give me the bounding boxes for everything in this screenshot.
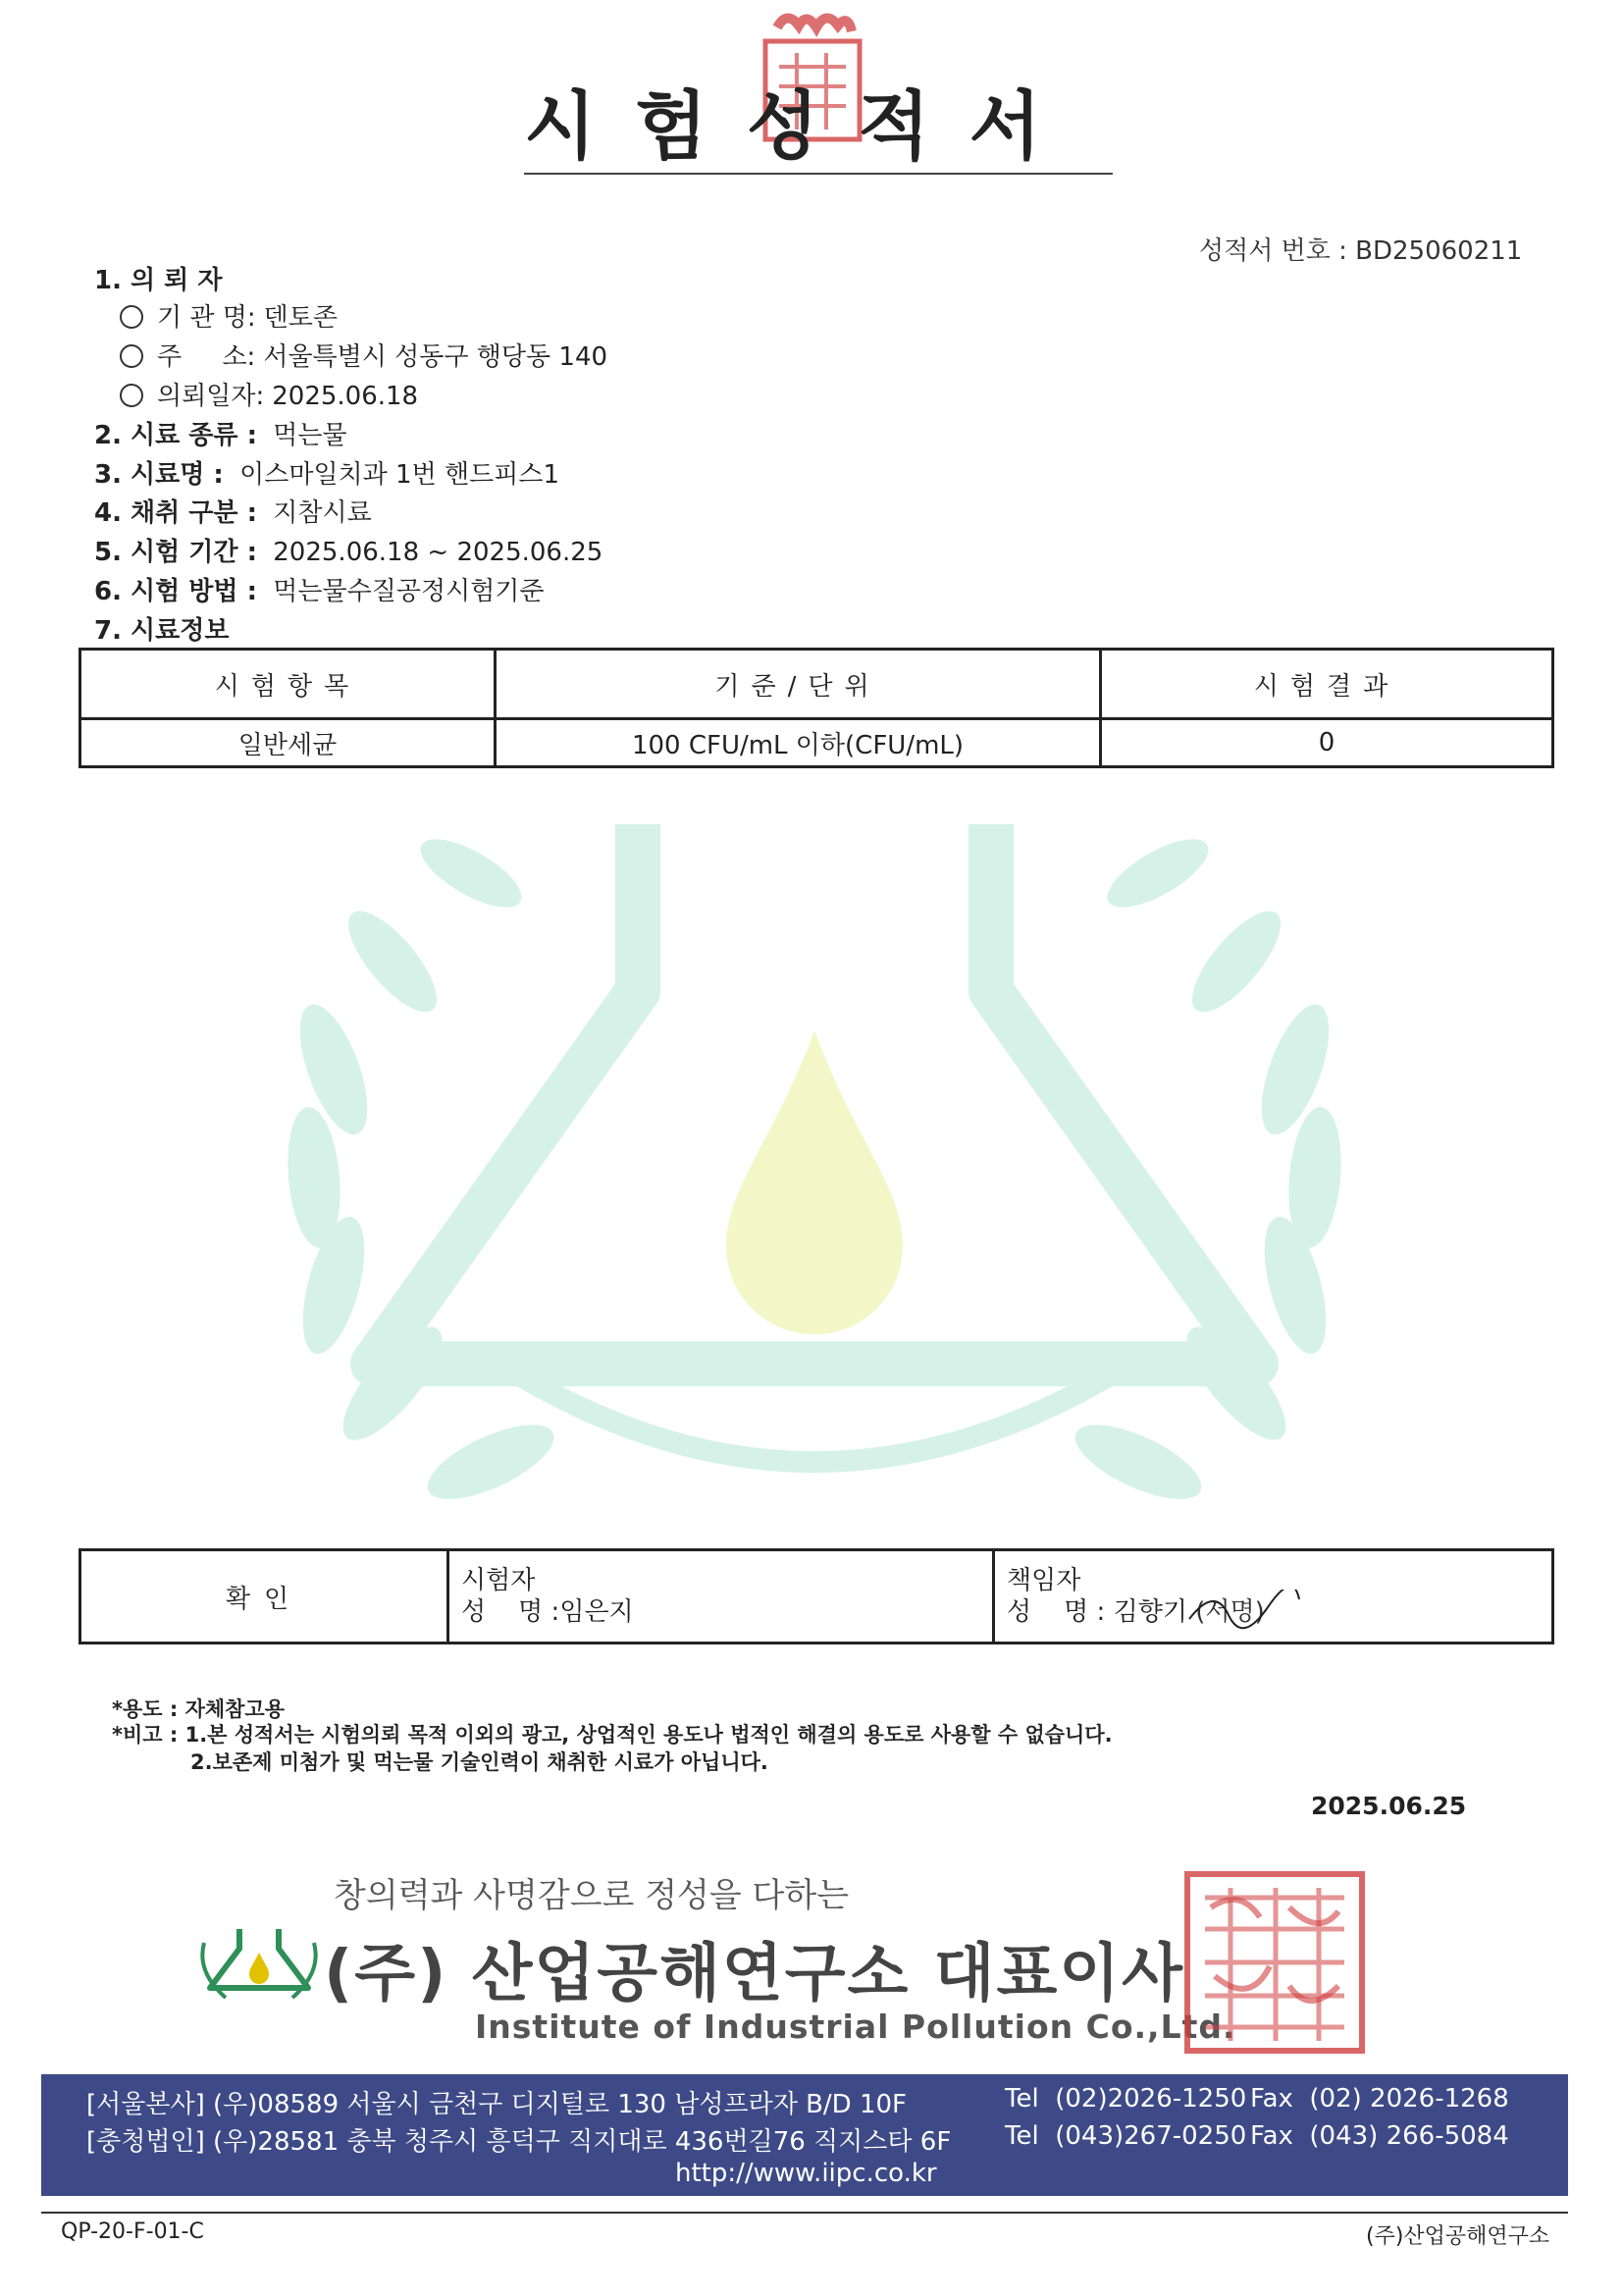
company-slogan: 창의력과 사명감으로 정성을 다하는	[334, 1876, 850, 1915]
results-table	[79, 648, 1554, 768]
test-period-row: 5. 시험 기간 : 2025.06.18 ~ 2025.06.25	[94, 538, 603, 567]
footer-contact-band	[41, 2074, 1568, 2196]
tester-title: 시험자	[461, 1566, 536, 1595]
company-logo	[196, 1923, 322, 2004]
signature: (서명)	[1195, 1597, 1265, 1627]
circle-bullet-icon	[120, 344, 143, 368]
certificate-number	[1199, 231, 1522, 267]
results-header-row	[80, 650, 1553, 719]
certificate-number-value: BD25060211	[1355, 236, 1523, 266]
hq-fax: Fax (02) 2026-1268	[1250, 2084, 1509, 2113]
watermark-logo	[226, 814, 1403, 1560]
header-test-item: 시험항목	[80, 650, 496, 719]
sample-name-row: 3. 시료명 : 이스마일치과 1번 핸드피스1	[94, 460, 559, 490]
website-link[interactable]: http://www.iipc.co.kr	[675, 2159, 937, 2188]
tester-name-row: 성 명 :임은지	[461, 1597, 634, 1627]
manager-name: 김향기	[1113, 1597, 1187, 1627]
title-underline	[524, 173, 1113, 175]
requester-address-value: 서울특별시 성동구 행당동 140	[263, 342, 608, 372]
form-code: QP-20-F-01-C	[61, 2219, 204, 2244]
header-test-result: 시험결과	[1101, 650, 1553, 719]
confirm-label: 확인	[80, 1550, 448, 1644]
manager-cell	[994, 1550, 1553, 1644]
signature-scribble	[1185, 1590, 1303, 1633]
branch-fax: Fax (043) 266-5084	[1250, 2121, 1509, 2151]
issue-date: 2025.06.25	[1311, 1792, 1467, 1820]
collection-type-row: 4. 채취 구분 : 지참시료	[94, 498, 372, 528]
company-name: (주) 산업공해연구소 대표이사	[324, 1938, 1184, 2010]
tester-cell	[448, 1550, 994, 1644]
requester-org-value: 덴토존	[263, 303, 338, 333]
circle-bullet-icon	[120, 305, 143, 329]
document-title: 시험성적서	[524, 82, 1081, 170]
requester-address-label: 주 소:	[157, 342, 256, 372]
hq-address: [서울본사] (우)08589 서울시 금천구 디지털로 130 남성프라자 B/D 10F	[86, 2090, 908, 2119]
company-seal-stamp	[1181, 1868, 1368, 2057]
manager-title: 책임자	[1007, 1566, 1081, 1595]
certificate-number-label: 성적서 번호 :	[1199, 236, 1347, 266]
circle-bullet-icon	[120, 384, 143, 407]
company-name-english: Institute of Industrial Pollution Co.,Ltd.	[475, 2008, 1236, 2046]
branch-address: [충청법인] (우)28581 충북 청주시 흥덕구 직지대로 436번길76 직지스타 6F	[86, 2127, 952, 2157]
requester-address-row	[120, 337, 607, 373]
test-method-row: 6. 시험 방법 : 먹는물수질공정시험기준	[94, 577, 545, 606]
use-note: *용도 : 자체참고용	[112, 1697, 286, 1721]
cell-standard-unit: 100 CFU/mL 이하(CFU/mL)	[496, 719, 1101, 767]
sample-info-heading: 7. 시료정보	[94, 616, 230, 646]
manager-name-row: 성 명 : 김향기 (서명)	[1007, 1596, 1550, 1628]
requester-date-value: 2025.06.18	[272, 382, 419, 411]
table-row	[80, 719, 1553, 767]
requester-org-row	[120, 297, 338, 334]
tester-name: 임은지	[559, 1597, 634, 1627]
remark-note-1: *비고 : 1.본 성적서는 시험의뢰 목적 이외의 광고, 상업적인 용도나 법적인 해결의 용도로 사용할 수 없습니다.	[112, 1723, 1113, 1747]
cell-test-item: 일반세균	[80, 719, 496, 767]
requester-heading: 1. 의 뢰 자	[94, 266, 223, 295]
cell-test-result: 0	[1101, 719, 1553, 767]
confirmation-row	[80, 1550, 1553, 1644]
confirmation-table	[79, 1548, 1554, 1644]
remark-note-2: 2.보존제 미첨가 및 먹는물 기술인력이 채취한 시료가 아닙니다.	[190, 1750, 768, 1774]
footer-company-name: (주)산업공해연구소	[1366, 2224, 1550, 2249]
hq-tel: Tel (02)2026-1250	[1005, 2084, 1247, 2113]
requester-date-label: 의뢰일자:	[157, 382, 265, 411]
sample-type-row: 2. 시료 종류 : 먹는물	[94, 421, 347, 450]
branch-tel: Tel (043)267-0250	[1005, 2121, 1247, 2151]
footer-divider	[41, 2212, 1568, 2214]
header-standard-unit: 기준/단위	[496, 650, 1101, 719]
requester-org-label: 기 관 명:	[157, 303, 256, 333]
requester-date-row	[120, 376, 418, 412]
